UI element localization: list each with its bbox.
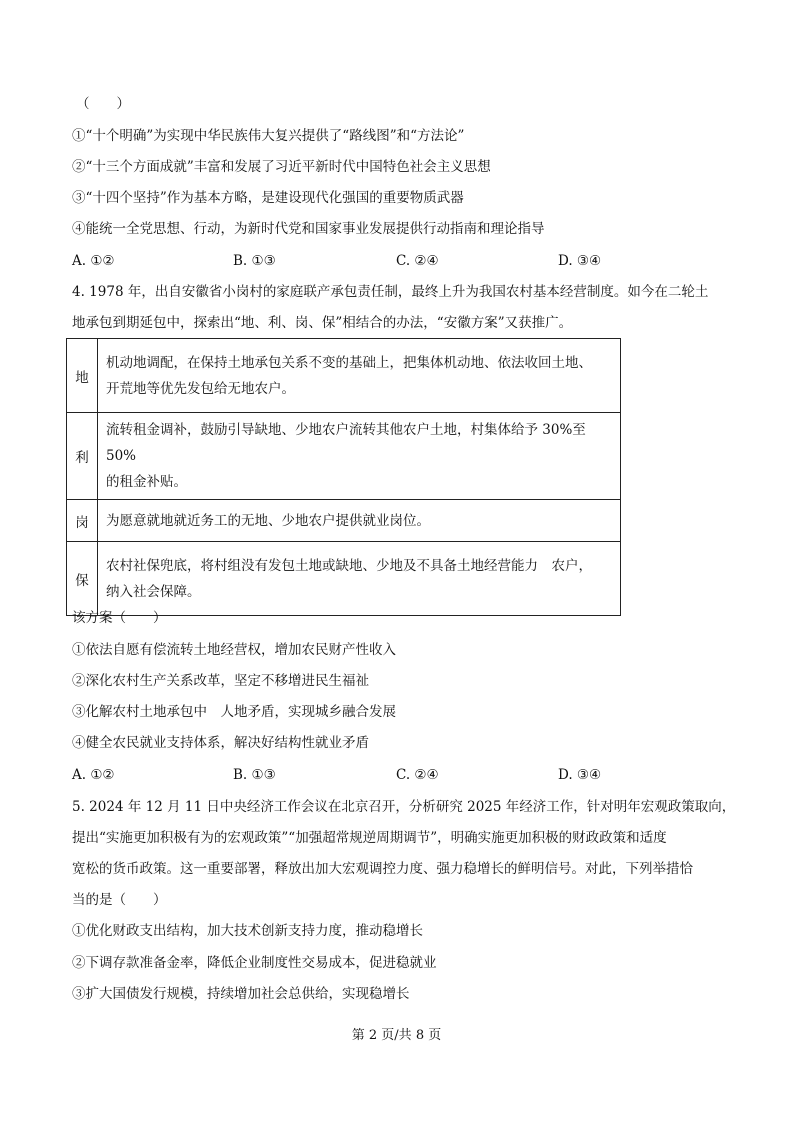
row-content <box>98 339 621 413</box>
row-line: 农村社保兜底，将村组没有发包土地或缺地、少地及不具备土地经营能力 农户， <box>106 557 592 574</box>
q4-option-c: C. ②④ <box>396 767 439 783</box>
q3-item-1: ①“十个明确”为实现中华民族伟大复兴提供了“路线图”和“方法论” <box>72 128 465 144</box>
q4-option-a: A. ①② <box>72 767 115 783</box>
table-row <box>67 413 621 500</box>
q3-item-2: ②“十三个方面成就”丰富和发展了习近平新时代中国特色社会主义思想 <box>72 159 491 175</box>
q4-item-2: ②深化农村生产关系改革，坚定不移增进民生福祉 <box>72 673 369 689</box>
row-content <box>98 500 621 542</box>
q3-option-b: B. ①③ <box>233 253 276 269</box>
q4-option-b: B. ①③ <box>233 767 276 783</box>
row-content <box>98 542 621 616</box>
row-key: 保 <box>67 542 98 616</box>
q3-option-c: C. ②④ <box>396 253 439 269</box>
row-line: 的租金补贴。 <box>106 474 187 490</box>
q4-stem-line-1: 4. 1978 年，出自安徽省小岗村的家庭联产承包责任制，最终上升为我国农村基本经营制度。如今在二轮土 <box>72 284 709 300</box>
q3-option-d: D. ③④ <box>558 253 602 269</box>
q4-option-d: D. ③④ <box>558 767 602 783</box>
q5-item-3: ③扩大国债发行规模，持续增加社会总供给，实现稳增长 <box>72 986 410 1002</box>
row-line: 机动地调配，在保持土地承包关系不变的基础上，把集体机动地、依法收回土地、 <box>106 354 592 371</box>
q5-stem-line-1: 5. 2024 年 12 月 11 日中央经济工作会议在北京召开，分析研究 2025 年经济工作，针对明年宏观政策取向， <box>72 799 736 815</box>
table-row <box>67 542 621 616</box>
row-content <box>98 413 621 500</box>
q3-option-a: A. ①② <box>72 253 115 269</box>
q4-item-4: ④健全农民就业支持体系，解决好结构性就业矛盾 <box>72 735 369 751</box>
row-line: 开荒地等优先发包给无地农户。 <box>106 380 295 397</box>
q3-item-4: ④能统一全党思想、行动，为新时代党和国家事业发展提供行动指南和理论指导 <box>72 221 545 237</box>
q3-item-3: ③“十四个坚持”作为基本方略，是建设现代化强国的重要物质武器 <box>72 190 464 206</box>
row-key: 岗 <box>67 500 98 542</box>
q5-stem-line-4: 当的是（ ） <box>72 892 167 908</box>
row-key: 地 <box>67 339 98 413</box>
q4-stem-line-2: 地承包到期延包中，探索出“地、利、岗、保”相结合的办法，“安徽方案”又获推广。 <box>72 315 573 331</box>
row-line: 为愿意就地就近务工的无地、少地农户提供就业岗位。 <box>106 512 430 529</box>
q4-question: 该方案（ ） <box>72 610 167 626</box>
row-key: 利 <box>67 413 98 500</box>
q5-item-2: ②下调存款准备金率，降低企业制度性交易成本，促进稳就业 <box>72 955 437 971</box>
q3-bracket: （ ） <box>76 96 130 112</box>
q5-stem-line-3: 宽松的货币政策。这一重要部署，释放出加大宏观调控力度、强力稳增长的鲜明信号。对此，下列举措恰 <box>72 861 693 877</box>
page-footer: 第 2 页/共 8 页 <box>351 1028 442 1043</box>
table-row <box>67 500 621 542</box>
q5-item-1: ①优化财政支出结构，加大技术创新支持力度，推动稳增长 <box>72 923 423 939</box>
row-line: 纳入社会保障。 <box>106 583 201 600</box>
row-line: 流转租金调补，鼓励引导缺地、少地农户流转其他农户土地，村集体给予 30%至 50% <box>106 422 586 464</box>
q5-stem-line-2: 提出“实施更加积极有为的宏观政策”“加强超常规逆周期调节”，明确实施更加积极的财政政策和适度 <box>72 830 667 846</box>
q4-item-3: ③化解农村土地承包中 人地矛盾，实现城乡融合发展 <box>72 704 396 720</box>
table-row <box>67 339 621 413</box>
q4-item-1: ①依法自愿有偿流转土地经营权，增加农民财产性收入 <box>72 642 396 658</box>
anhui-plan-table <box>66 338 621 616</box>
